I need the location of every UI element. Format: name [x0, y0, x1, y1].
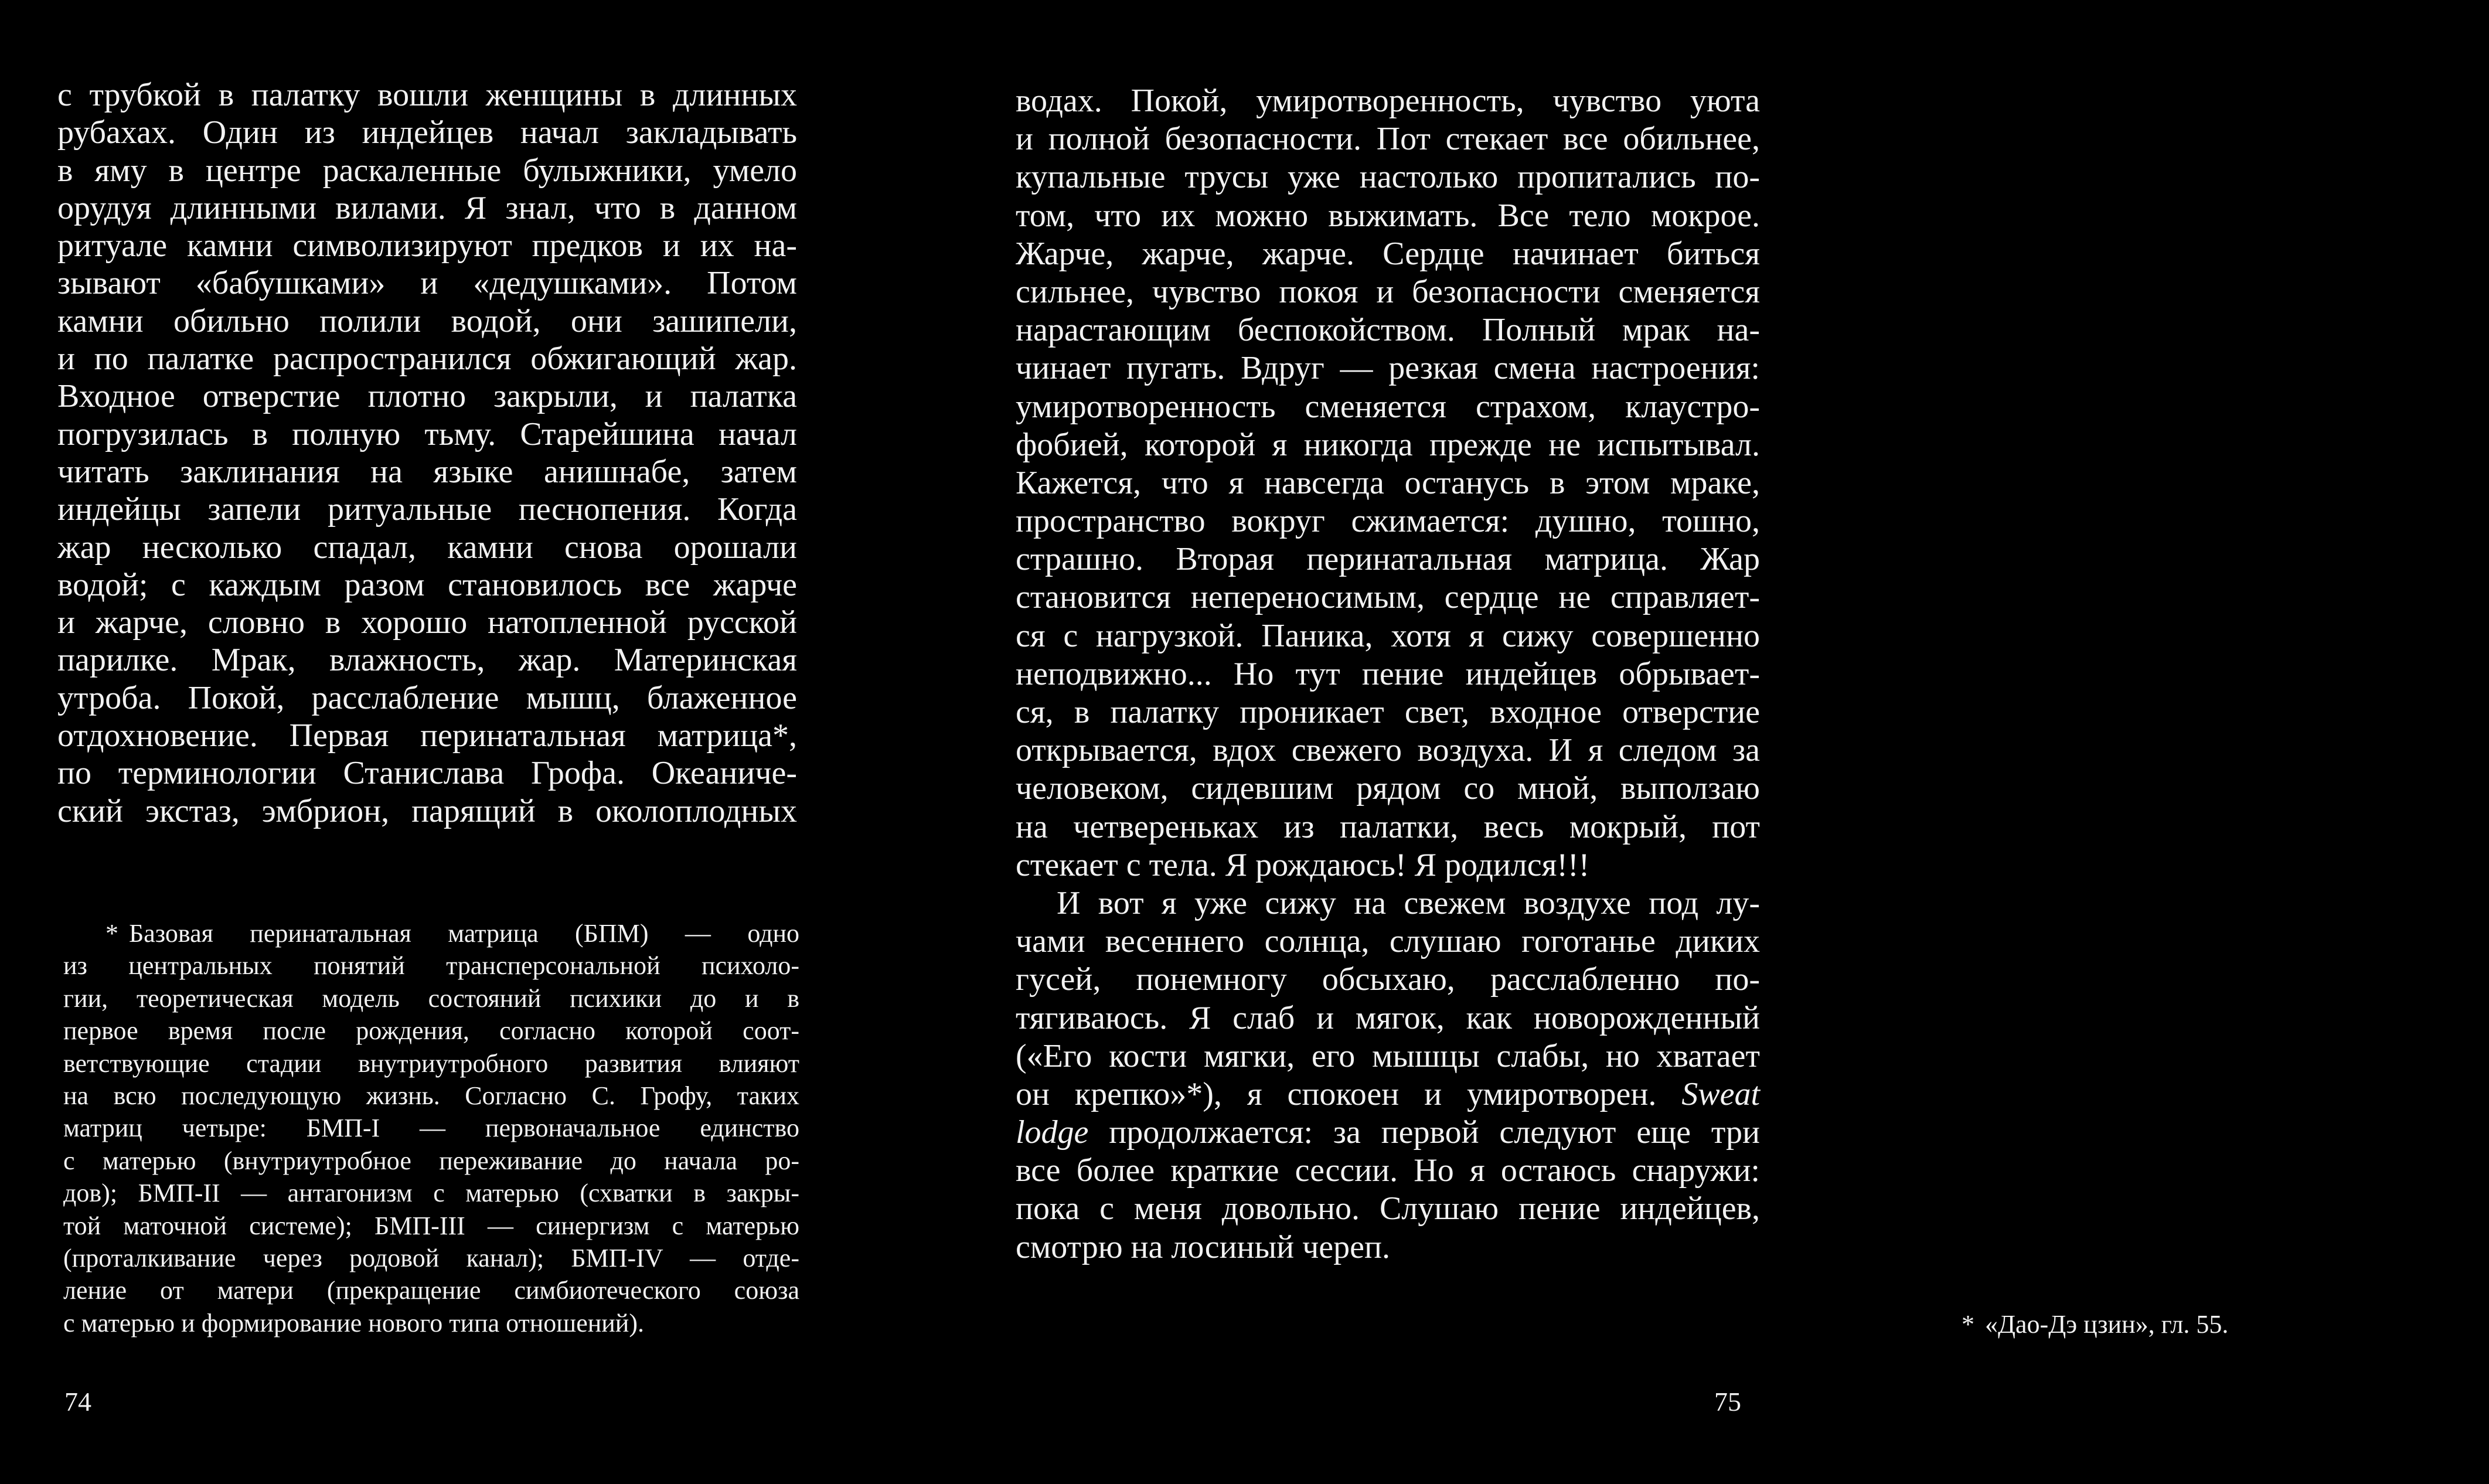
footnote-text: «Дао-Дэ цзин», гл. 55. — [1985, 1310, 2229, 1339]
text-line: ся, в палатку проникает свет, входное отверстие — [1016, 694, 1760, 730]
text-line: гусей, понемногу обсыхаю, расслабленно по- — [1016, 961, 1760, 998]
text-line: нарастающим беспокойством. Полный мрак на- — [1016, 312, 1760, 349]
text-line: ский экстаз, эмбрион, парящий в околоплодных — [57, 792, 797, 829]
text-line: ся с нагрузкой. Паника, хотя я сижу совершенно — [1016, 617, 1760, 654]
text-line: страшно. Вторая перинатальная матрица. Жар — [1016, 541, 1760, 578]
footnote-line: из центральных понятий трансперсональной психоло- — [63, 951, 799, 981]
text-line: и жарче, словно в хорошо натопленной русской — [57, 604, 797, 641]
text-line: пространство вокруг сжимается: душно, тошно, — [1016, 503, 1760, 540]
footnote-text: Базовая перинатальная матрица (БПМ) — одно — [129, 919, 799, 948]
left-page — [0, 0, 907, 1484]
text-line: по терминологии Станислава Грофа. Океаниче- — [57, 755, 797, 792]
text-line: становится непереносимым, сердце не справляет- — [1016, 579, 1760, 616]
text-line: смотрю на лосиный череп. — [1016, 1228, 1390, 1265]
text-line: умиротворенность сменяется страхом, клаустро- — [1016, 388, 1760, 425]
text-line: Кажется, что я навсегда останусь в этом мраке, — [1016, 464, 1760, 501]
right-main-text — [1016, 82, 1760, 1267]
right-page — [907, 0, 2229, 1484]
footnote-line: ление от матери (прекращение симбиотеческого союза — [63, 1276, 799, 1305]
text-line: открывается, вдох свежего воздуха. И я следом за — [1016, 732, 1760, 769]
footnote-line: ветствующие стадии внутриутробного развития влияют — [63, 1049, 799, 1078]
text-line: пока с меня довольно. Слушаю пение индейцев, — [1016, 1190, 1760, 1227]
footnote-line: гии, теоретическая модель состояний психики до и в — [63, 983, 799, 1013]
footnote-line: дов); БМП-II — антагонизм с матерью (схватки в закры- — [63, 1179, 799, 1208]
text-line: том, что их можно выжимать. Все тело мокрое. — [1016, 197, 1760, 234]
text-line: («Его кости мягки, его мышцы слабы, но хватает — [1016, 1037, 1760, 1074]
footnote-line: (проталкивание через родовой канал); БМП-IV — отде- — [63, 1243, 799, 1272]
text-line: утроба. Покой, расслабление мышц, блаженное — [57, 679, 797, 716]
text-line: ритуале камни символизируют предков и их на- — [57, 227, 797, 264]
left-footnote — [63, 917, 799, 1339]
text-line-27-rest: продолжается: за первой следуют еще три — [1109, 1114, 1760, 1151]
footnote-line: матриц четыре: БМП-I — первоначальное единство — [63, 1114, 799, 1143]
italic-sweat: Sweat — [1681, 1075, 1761, 1112]
footnote-marker: * — [1962, 1310, 1974, 1339]
text-line: на четвереньках из палатки, весь мокрый, пот — [1016, 808, 1760, 845]
text-line: сильнее, чувство покоя и безопасности сменяется — [1016, 273, 1760, 310]
text-line: Жарче, жарче, жарче. Сердце начинает биться — [1016, 235, 1760, 272]
text-line: чинает пугать. Вдруг — резкая смена настроения: — [1016, 350, 1760, 387]
text-line: индейцы запели ритуальные песнопения. Когда — [57, 491, 797, 528]
text-line: орудуя длинными вилами. Я знал, что в данном — [57, 189, 797, 226]
text-line: человеком, сидевшим рядом со мной, выползаю — [1016, 770, 1760, 807]
text-line: тягиваюсь. Я слаб и мягок, как новорожденный — [1016, 999, 1760, 1036]
text-line: читать заклинания на языке анишнабе, затем — [57, 453, 797, 490]
page-number-right: 75 — [1714, 1387, 1741, 1417]
text-line: водой; с каждым разом становилось все жарче — [57, 566, 797, 603]
footnote-line — [1962, 1308, 2489, 1340]
text-line — [1016, 1075, 1760, 1114]
text-line — [1016, 1114, 1760, 1152]
text-line: с трубкой в палатку вошли женщины в длинных — [57, 77, 797, 113]
left-main-text — [57, 76, 797, 830]
text-line: все более краткие сессии. Но я остаюсь снаружи: — [1016, 1152, 1760, 1189]
text-line: рубахах. Один из индейцев начал закладывать — [57, 114, 797, 151]
text-line: в яму в центре раскаленные булыжники, умело — [57, 152, 797, 189]
text-line: отдохновение. Первая перинатальная матрица*, — [57, 717, 797, 754]
page-number-left: 74 — [64, 1387, 91, 1417]
text-line: стекает с тела. Я рождаюсь! Я родился!!! — [1016, 846, 1590, 883]
text-line: зывают «бабушками» и «дедушками». Потом — [57, 265, 797, 302]
text-line: водах. Покой, умиротворенность, чувство уюта — [1016, 83, 1760, 119]
text-line: и по палатке распространился обжигающий жар. — [57, 341, 797, 377]
footnote-line: первое время после рождения, согласно которой соот- — [63, 1016, 799, 1046]
footnote-line: с матерью (внутриутробное переживание до начала ро- — [63, 1146, 799, 1175]
text-line: погрузилась в полную тьму. Старейшина начал — [57, 416, 797, 452]
text-line-26: он крепко»*), я спокоен и умиротворен. — [1016, 1075, 1657, 1112]
italic-lodge: lodge — [1016, 1114, 1089, 1151]
text-line: жар несколько спадал, камни снова орошали — [57, 529, 797, 566]
text-line: купальные трусы уже настолько пропитались по- — [1016, 159, 1760, 196]
footnote-marker: * — [105, 919, 118, 948]
footnote-line: с матерью и формирование нового типа отношений). — [63, 1308, 645, 1337]
text-line: и полной безопасности. Пот стекает все обильнее, — [1016, 121, 1760, 158]
footnote-line — [63, 917, 799, 949]
footnote-line: на всю последующую жизнь. Согласно С. Грофу, таких — [63, 1081, 799, 1110]
footnote-line: той маточной системе); БМП-III — синергизм с матерью — [63, 1211, 799, 1240]
text-line: парилке. Мрак, влажность, жар. Материнская — [57, 642, 797, 679]
text-line: И вот я уже сижу на свежем воздухе под лу- — [1057, 884, 1760, 921]
text-line: Входное отверстие плотно закрыли, и палатка — [57, 378, 797, 415]
text-line: камни обильно полили водой, они зашипели, — [57, 302, 797, 339]
text-line: фобией, которой я никогда прежде не испытывал. — [1016, 426, 1760, 463]
right-footnote — [1962, 1308, 2489, 1340]
text-line: чами весеннего солнца, слушаю гоготанье диких — [1016, 923, 1760, 960]
text-line: неподвижно... Но тут пение индейцев обрывает- — [1016, 655, 1760, 692]
